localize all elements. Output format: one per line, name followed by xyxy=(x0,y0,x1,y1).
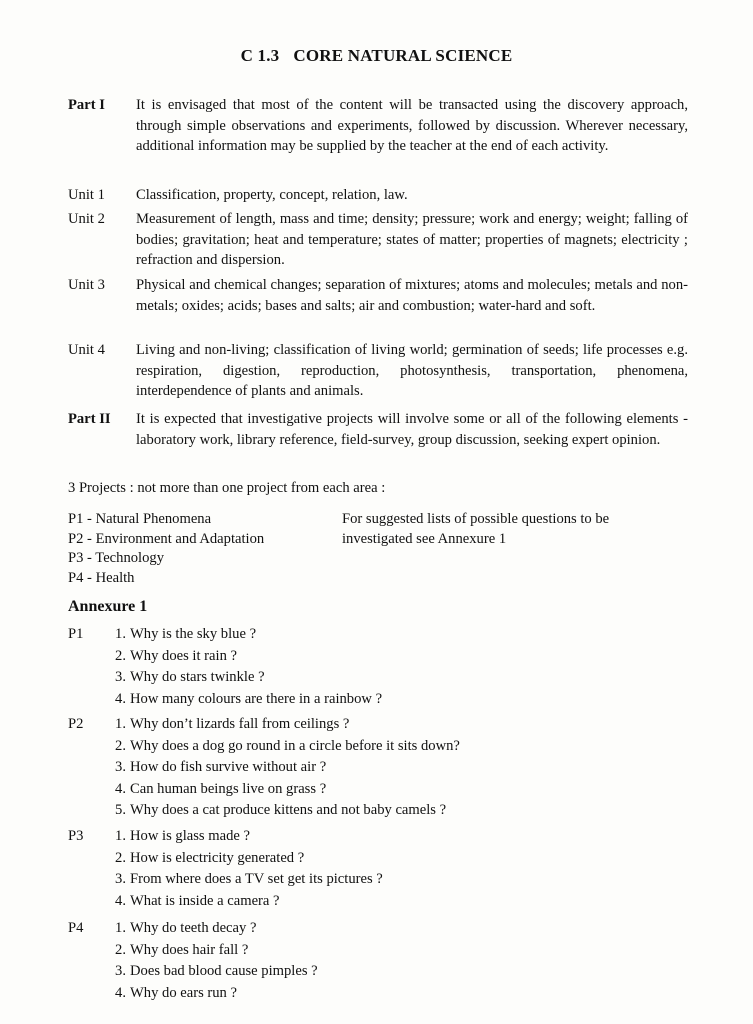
section-part-1 xyxy=(68,95,688,157)
section-unit-2 xyxy=(68,209,688,271)
question-text: How many colours are there in a rainbow ? xyxy=(130,690,383,707)
question-item xyxy=(68,779,668,801)
question-item xyxy=(68,918,668,940)
question-item xyxy=(68,869,668,891)
section-label: Part I xyxy=(68,97,105,113)
question-item xyxy=(68,646,668,668)
section-unit-4 xyxy=(68,340,688,402)
question-number: 1. xyxy=(115,716,126,732)
question-text: How is glass made ? xyxy=(130,828,250,844)
page-title xyxy=(0,46,753,66)
question-group-p3 xyxy=(68,826,668,912)
question-text: Why does a cat produce kittens and not baby camels ? xyxy=(130,802,447,818)
question-text: From where does a TV set get its pictures ? xyxy=(130,871,383,887)
section-label: Unit 4 xyxy=(68,342,105,358)
section-label: Part II xyxy=(68,411,111,427)
question-text: Why does it rain ? xyxy=(130,647,237,664)
section-label: Unit 1 xyxy=(68,187,105,203)
projects-line: 3 Projects : not more than one project from each area : xyxy=(68,480,386,496)
question-number: 2. xyxy=(115,941,126,958)
question-item xyxy=(68,667,668,689)
section-text: Physical and chemical changes; separation of mixtures; atoms and molecules; metals and non-metals; oxides; acids; bases and salts; air and combustion; water-hard and soft. xyxy=(136,277,688,314)
course-name: CORE NATURAL SCIENCE xyxy=(293,46,513,65)
question-number: 1. xyxy=(115,626,126,642)
question-item xyxy=(68,848,668,870)
section-unit-1 xyxy=(68,185,688,206)
question-text: Why do stars twinkle ? xyxy=(130,669,265,685)
question-item xyxy=(68,736,668,758)
question-item xyxy=(68,940,668,962)
section-label: Unit 3 xyxy=(68,277,105,293)
question-text: Why is the sky blue ? xyxy=(130,626,257,642)
project-area: P3 - Technology xyxy=(68,550,164,566)
question-number: 5. xyxy=(115,802,126,818)
question-text: How is electricity generated ? xyxy=(130,849,305,866)
question-number: 4. xyxy=(115,892,126,909)
question-text: What is inside a camera ? xyxy=(130,892,280,909)
question-item xyxy=(68,826,668,848)
question-item xyxy=(68,961,668,983)
question-number: 1. xyxy=(115,828,126,844)
question-number: 4. xyxy=(115,780,126,797)
question-number: 1. xyxy=(115,920,126,936)
question-text: How do fish survive without air ? xyxy=(130,759,327,775)
question-item xyxy=(68,891,668,913)
section-part-2 xyxy=(68,409,688,450)
section-text: It is envisaged that most of the content will be transacted using the discovery approach, through simple observations and experiments, followed by discussion. Wherever necessary, additional information may be supplied by the teacher at the end of each activity. xyxy=(136,97,688,154)
question-group-p2 xyxy=(68,714,668,822)
question-text: Why do ears run ? xyxy=(130,984,237,1001)
group-label: P3 xyxy=(68,828,84,844)
section-text: It is expected that investigative projects will involve some or all of the following elements - laboratory work, library reference, field-survey, group discussion, seeking expert opinion. xyxy=(136,411,688,448)
question-text: Does bad blood cause pimples ? xyxy=(130,963,318,979)
question-number: 2. xyxy=(115,849,126,866)
project-area: P2 - Environment and Adaptation xyxy=(68,530,265,547)
course-code: C 1.3 xyxy=(240,46,280,65)
question-number: 2. xyxy=(115,647,126,664)
question-item xyxy=(68,689,668,711)
project-areas-list xyxy=(68,510,348,588)
question-group-p1 xyxy=(68,624,668,710)
annexure-heading: Annexure 1 xyxy=(68,598,148,615)
question-text: Why don’t lizards fall from ceilings ? xyxy=(130,716,350,732)
section-text: Living and non-living; classification of living world; germination of seeds; life processes e.g. respiration, digestion, reproduction, photosynthesis, transportation, phenomena, interdependence of plants and animals. xyxy=(136,342,688,399)
question-item xyxy=(68,983,668,1005)
areas-note: For suggested lists of possible questions to be investigated see Annexure 1 xyxy=(342,511,610,547)
question-group-p4 xyxy=(68,918,668,1004)
question-number: 4. xyxy=(115,984,126,1001)
question-text: Why does a dog go round in a circle before it sits down? xyxy=(130,737,460,754)
question-number: 3. xyxy=(115,759,126,775)
question-text: Why do teeth decay ? xyxy=(130,920,257,936)
question-number: 4. xyxy=(115,690,126,707)
question-item xyxy=(68,714,668,736)
section-text: Classification, property, concept, relation, law. xyxy=(136,187,408,203)
group-label: P1 xyxy=(68,626,84,642)
question-item xyxy=(68,624,668,646)
project-area: P1 - Natural Phenomena xyxy=(68,511,212,527)
question-number: 3. xyxy=(115,963,126,979)
question-number: 3. xyxy=(115,871,126,887)
question-item xyxy=(68,800,668,822)
section-unit-3 xyxy=(68,275,688,316)
group-label: P2 xyxy=(68,716,84,732)
question-text: Can human beings live on grass ? xyxy=(130,780,327,797)
question-number: 2. xyxy=(115,737,126,754)
project-area: P4 - Health xyxy=(68,569,135,586)
question-number: 3. xyxy=(115,669,126,685)
section-text: Measurement of length, mass and time; density; pressure; work and energy; weight; falling of bodies; gravitation; heat and temperature; states of matter; properties of magnets; electricity ; refraction and dispersion. xyxy=(136,211,688,268)
section-label: Unit 2 xyxy=(68,211,105,227)
question-text: Why does hair fall ? xyxy=(130,941,249,958)
group-label: P4 xyxy=(68,920,84,936)
question-item xyxy=(68,757,668,779)
